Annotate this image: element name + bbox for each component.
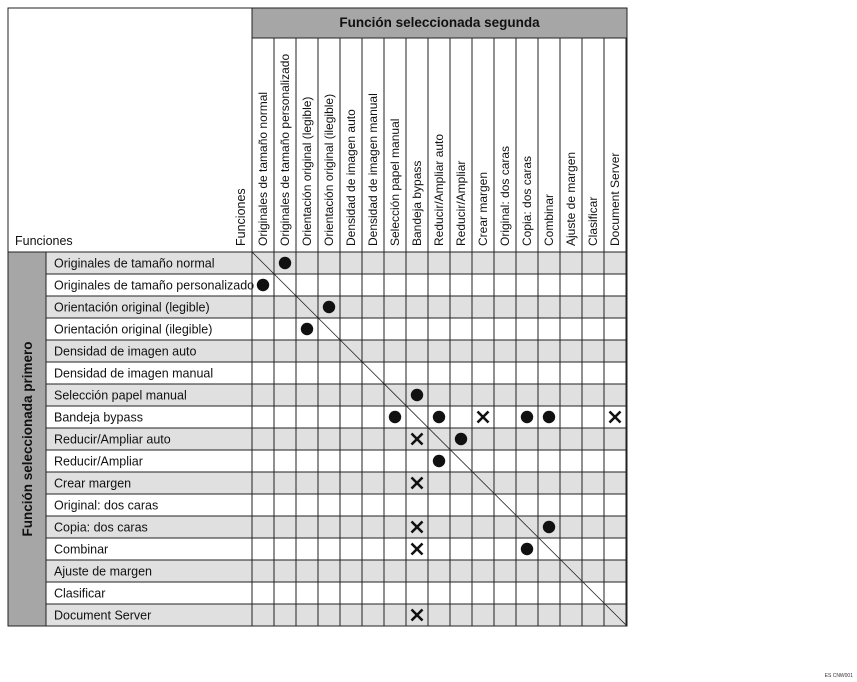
row-label: Orientación original (legible) [54,300,210,315]
compatible-dot-mark [433,455,445,467]
column-header: Combinar [542,193,556,246]
corner-label-rows: Funciones [15,234,73,248]
corner-label-columns: Funciones [234,188,248,246]
compatible-dot-mark [411,389,423,401]
column-header: Crear margen [476,171,490,246]
row-label: Ajuste de margen [54,564,152,579]
row-label: Selección papel manual [54,388,187,403]
column-header: Document Server [608,152,622,246]
compatible-dot-mark [521,543,533,555]
row-label: Reducir/Ampliar [54,454,143,469]
compatible-dot-mark [543,411,555,423]
column-header: Originales de tamaño normal [256,91,270,246]
compatible-dot-mark [323,301,335,313]
figure-code: ES CNW001 [824,673,853,679]
compatible-dot-mark [433,411,445,423]
incompatible-cross-mark [412,544,423,555]
row-label: Originales de tamaño normal [54,256,215,271]
row-label: Reducir/Ampliar auto [54,432,171,447]
compatible-dot-mark [521,411,533,423]
incompatible-cross-mark [610,412,621,423]
row-label: Combinar [54,542,109,557]
compatible-dot-mark [455,433,467,445]
column-header: Clasificar [586,196,600,246]
row-label: Densidad de imagen manual [54,366,214,381]
row-label: Orientación original (ilegible) [54,322,213,337]
row-label: Bandeja bypass [54,410,143,425]
column-header: Selección papel manual [388,118,402,246]
column-header: Reducir/Ampliar auto [432,133,446,246]
column-header: Originales de tamaño personalizado [278,53,292,246]
first-function-title: Función seleccionada primero [20,341,35,537]
column-header: Ajuste de margen [564,151,578,246]
row-label: Clasificar [54,586,106,601]
column-header: Original: dos caras [498,145,512,246]
row-label: Document Server [54,608,152,623]
column-header: Densidad de imagen manual [366,93,380,246]
row-label: Crear margen [54,476,132,491]
compatible-dot-mark [279,257,291,269]
column-header: Orientación original (ilegible) [322,93,336,246]
compatible-dot-mark [301,323,313,335]
compatible-dot-mark [389,411,401,423]
column-header: Bandeja bypass [410,160,424,246]
compatible-dot-mark [257,279,269,291]
row-label: Originales de tamaño personalizado [54,278,255,293]
row-band [46,472,627,494]
row-label: Densidad de imagen auto [54,344,197,359]
column-header: Copia: dos caras [520,155,534,246]
column-header: Orientación original (legible) [300,96,314,246]
column-header: Reducir/Ampliar [454,160,468,246]
row-label: Copia: dos caras [54,520,148,535]
second-function-title: Función seleccionada segunda [339,15,540,30]
compatible-dot-mark [543,521,555,533]
row-label: Original: dos caras [54,498,159,513]
column-header: Densidad de imagen auto [344,109,358,246]
incompatible-cross-mark [478,412,489,423]
